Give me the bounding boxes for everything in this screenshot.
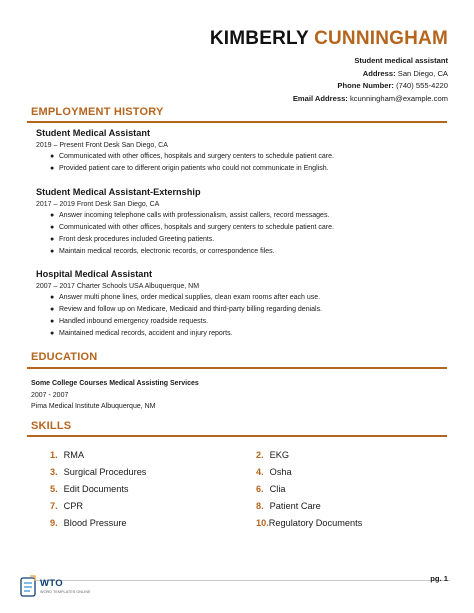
address-label: Address: [362,68,396,78]
skill-number: 8. [256,501,264,511]
job-bullets [36,210,446,258]
page-number: pg. 1 [430,574,448,583]
list-item [50,246,446,258]
bullet-icon: ● [50,318,55,326]
skill-number: 4. [256,467,264,477]
job-title: Student Medical Assistant-Externship [36,187,201,197]
bullet-icon: ● [50,294,55,301]
list-item [50,234,446,246]
bullet-text: Maintained medical records, accident and injury reports. [59,330,233,338]
bullet-icon: ● [50,165,55,173]
skill-text: Osha [269,467,292,477]
education-years: 2007 - 2007 [31,391,69,399]
bullet-icon: ● [50,306,55,314]
phone-value: (740) 555-4220 [396,81,448,91]
phone-label: Phone Number: [337,81,394,91]
skill-number: 1. [50,450,58,460]
bullet-icon: ● [50,248,55,256]
list-item [50,210,446,222]
education-entry [31,378,199,413]
education-section-title: EDUCATION [31,351,98,363]
job-title: Student Medical Assistant [36,128,151,138]
skill-number: 2. [256,450,264,460]
job-bullets [36,151,446,175]
skill-item [50,484,129,494]
footer-divider [20,580,450,581]
school-name: Pima Medical Institute Albuquerque, NM [31,403,156,411]
skill-item [50,518,127,528]
contact-block [293,55,448,105]
skill-text: CPR [63,501,84,511]
skills-section-title: SKILLS [31,420,72,432]
email-value[interactable]: kcunningham@example.com [349,93,448,103]
bullet-icon: ● [50,236,55,244]
employment-section-title: EMPLOYMENT HISTORY [31,106,164,118]
bullet-text: Front desk procedures included Greeting patients. [59,236,215,244]
bullet-text: Communicated with other offices, hospitals and surgery centers to schedule patient care. [59,153,334,160]
list-item [50,292,446,304]
bullet-text: Maintain medical records, electronic records, or correspondence files. [59,248,275,256]
job-meta: 2019 – Present Front Desk San Diego, CA [36,142,168,149]
bullet-text: Review and follow up on Medicare, Medicaid and third-party billing regarding denials. [59,306,323,314]
logo-tagline: WORD TEMPLATES ONLINE [40,590,91,594]
bullet-text: Communicated with other offices, hospitals and surgery centers to schedule patient care. [59,224,334,232]
phone-row [293,80,448,93]
bullet-text: Handled inbound emergency roadside requests. [59,318,209,326]
skill-text: Regulatory Documents [268,518,363,528]
last-name: CUNNINGHAM [314,28,448,49]
email-row [293,93,448,106]
skill-item [256,484,286,494]
skill-item [256,450,289,460]
skill-text: Edit Documents [63,484,129,494]
list-item [50,304,446,316]
job-title: Hospital Medical Assistant [36,269,153,279]
skill-item [50,450,84,460]
skill-text: Surgical Procedures [63,467,147,477]
bullet-text: Answer multi phone lines, order medical supplies, clean exam rooms after each use. [59,294,321,301]
skill-number: 6. [256,484,264,494]
skill-text: EKG [269,450,290,460]
logo-text: WTO [40,578,63,589]
list-item [50,316,446,328]
job-entry [36,187,446,258]
job-subtitle: Student medical assistant [354,56,448,65]
email-label: Email Address: [292,93,348,103]
skill-text: RMA [63,450,85,460]
bullet-icon: ● [50,212,55,219]
list-item [50,328,446,340]
job-bullets [36,292,446,340]
address-row [293,68,448,81]
candidate-name [210,28,448,50]
skill-text: Clia [269,484,286,494]
skill-item [256,501,321,511]
skill-text: Patient Care [269,501,321,511]
skill-number: 3. [50,467,58,477]
degree: Some College Courses Medical Assisting Services [31,380,199,387]
bullet-icon: ● [50,330,55,338]
list-item [50,163,446,175]
job-entry [36,128,446,175]
list-item [50,222,446,234]
address-value: San Diego, CA [397,68,448,78]
skill-item [50,501,83,511]
first-name: KIMBERLY [209,28,309,49]
skill-number: 10. [256,518,269,528]
job-meta: 2017 – 2019 Front Desk San Diego, CA [36,201,160,208]
skill-text: Blood Pressure [63,518,127,528]
skills-divider [27,435,447,437]
skill-number: 7. [50,501,58,511]
bullet-icon: ● [50,153,55,160]
bullet-text: Provided patient care to different origin patients who could not communicate in English. [59,165,329,173]
skill-item [50,467,146,477]
skill-number: 5. [50,484,58,494]
skill-number: 9. [50,518,58,528]
skill-item [256,518,362,528]
education-divider [27,367,447,369]
list-item [50,151,446,163]
bullet-text: Answer incoming telephone calls with professionalism, assist callers, record messages. [59,212,330,219]
bullet-icon: ● [50,224,55,232]
skill-item [256,467,292,477]
employment-divider [27,121,447,123]
job-entry [36,269,446,340]
job-meta: 2007 – 2017 Charter Schools USA Albuquerque, NM [36,283,200,290]
